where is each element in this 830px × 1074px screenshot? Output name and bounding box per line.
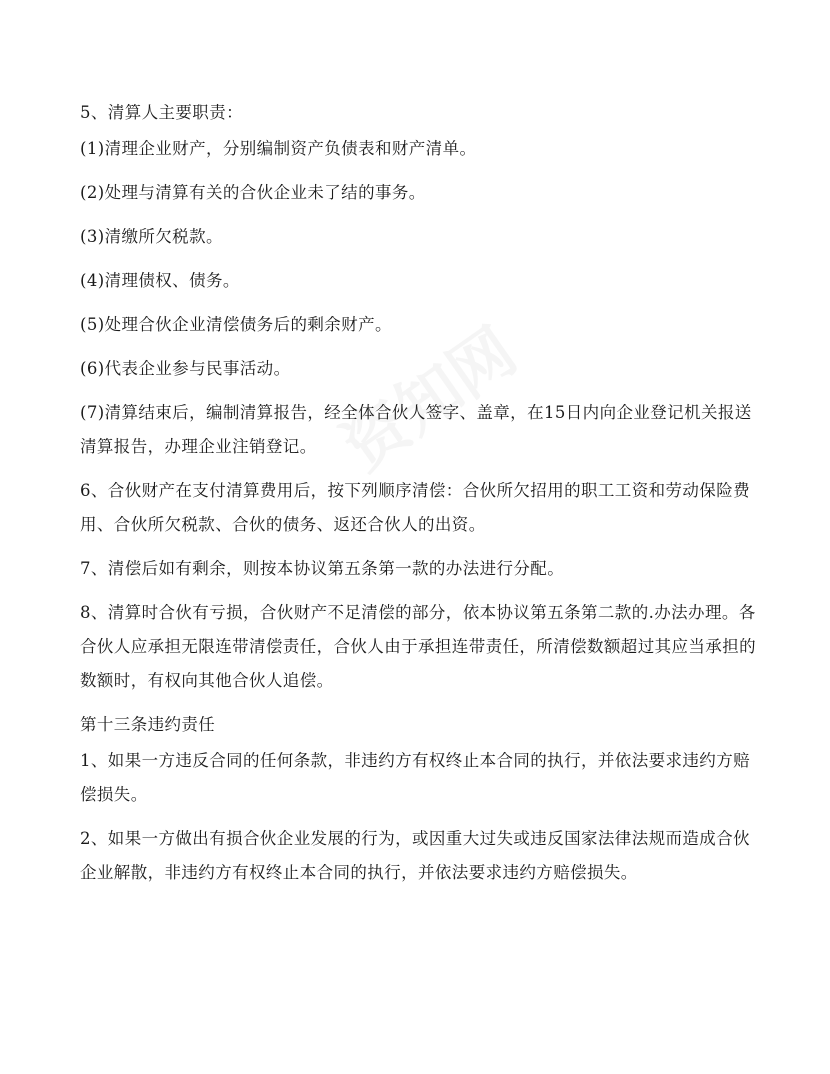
section-5-heading: 5、清算人主要职责： [80, 103, 243, 122]
duty-item-3: (3)清缴所欠税款。 [80, 227, 223, 246]
breach-clause-1: 1、如果一方违反合同的任何条款，非违约方有权终止本合同的执行，并依法要求违约方赔偿损失。 [80, 751, 750, 804]
section-6-paragraph: 6、合伙财产在支付清算费用后，按下列顺序清偿：合伙所欠招用的职工工资和劳动保险费用、合伙所欠税款、合伙的债务、返还合伙人的出资。 [80, 481, 750, 534]
watermark: 资知网 [330, 314, 530, 486]
section-7-paragraph: 7、清偿后如有剩余，则按本协议第五条第一款的办法进行分配。 [80, 559, 565, 578]
duty-item-5: (5)处理合伙企业清偿债务后的剩余财产。 [80, 315, 392, 334]
duty-item-4: (4)清理债权、债务。 [80, 271, 240, 290]
duty-item-6: (6)代表企业参与民事活动。 [80, 359, 291, 378]
duty-item-7: (7)清算结束后，编制清算报告，经全体合伙人签字、盖章，在15日内向企业登记机关报送清算报告，办理企业注销登记。 [80, 403, 752, 456]
document-body [80, 96, 756, 890]
breach-clause-2: 2、如果一方做出有损合伙企业发展的行为，或因重大过失或违反国家法律法规而造成合伙企业解散，非违约方有权终止本合同的执行，并依法要求违约方赔偿损失。 [80, 829, 750, 882]
section-8-paragraph: 8、清算时合伙有亏损，合伙财产不足清偿的部分，依本协议第五条第二款的.办法办理。各合伙人应承担无限连带清偿责任，合伙人由于承担连带责任，所清偿数额超过其应当承担的数额时，有权向其他合伙人追偿。 [80, 603, 756, 690]
duty-item-2: (2)处理与清算有关的合伙企业未了结的事务。 [80, 183, 426, 202]
duty-item-1: (1)清理企业财产，分别编制资产负债表和财产清单。 [80, 139, 477, 158]
article-13-heading: 第十三条违约责任 [80, 715, 216, 734]
